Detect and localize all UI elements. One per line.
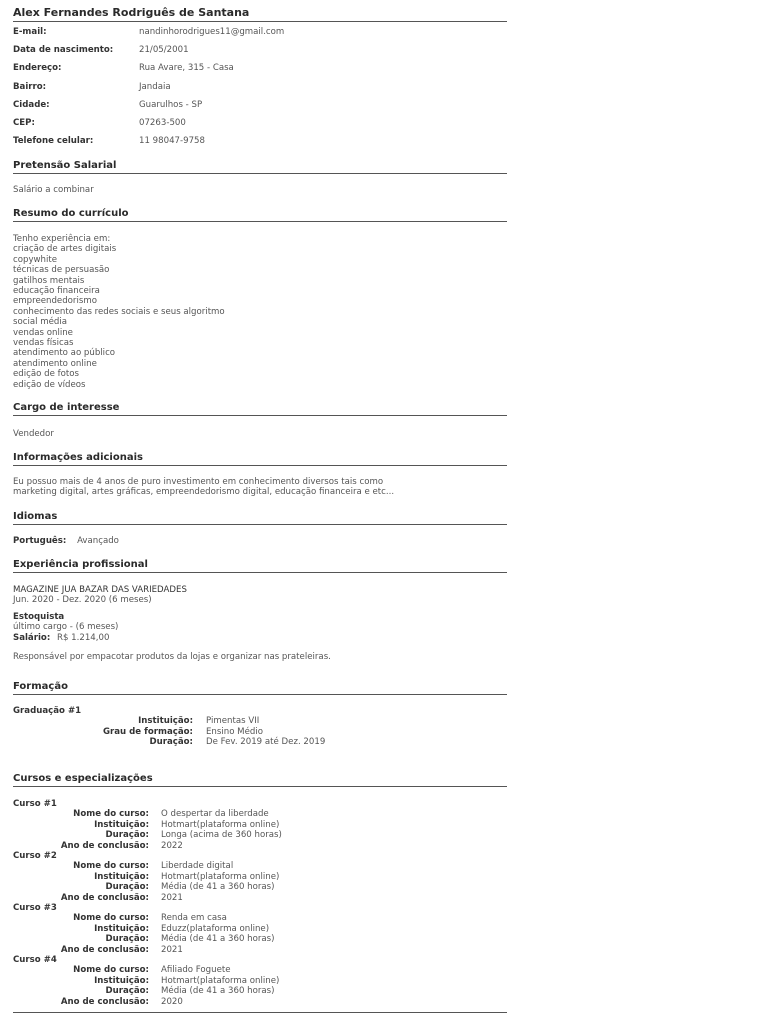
- course-row-label: Nome do curso:: [73, 861, 149, 872]
- course-row-label: Instituição:: [94, 819, 149, 830]
- education-row-label: Duração:: [149, 737, 193, 747]
- language-label: Português:: [13, 536, 67, 546]
- course-row-label: Nome do curso:: [73, 913, 149, 924]
- summary-line: conhecimento das redes sociais e seus algoritmo: [13, 306, 225, 317]
- job-description: Responsável por empacotar produtos da lojas e organizar nas prateleiras.: [13, 652, 331, 663]
- course-row-value: 2021: [161, 892, 183, 903]
- language-level: Avançado: [77, 536, 119, 546]
- language-row: [13, 536, 119, 546]
- summary-line: edição de vídeos: [13, 379, 86, 390]
- bottom-divider: [13, 1012, 507, 1013]
- summary-line: vendas online: [13, 327, 73, 338]
- summary-line: Tenho experiência em:: [13, 234, 111, 244]
- job-salary-label: Salário:: [13, 632, 51, 643]
- course-row-value: Afiliado Foguete: [161, 965, 231, 976]
- experience-section-title: Experiência profissional: [13, 559, 507, 573]
- summary-line: educação financeira: [13, 286, 100, 297]
- summary-line: atendimento online: [13, 358, 97, 369]
- course-row-value: 2021: [161, 944, 183, 955]
- interest-text: Vendedor: [13, 429, 54, 439]
- additional-line: Eu possuo mais de 4 anos de puro investimento em conhecimento diversos tais como: [13, 477, 384, 487]
- course-row-value: 2020: [161, 996, 183, 1007]
- course-row-value: 2022: [161, 840, 183, 851]
- course-row-label: Instituição:: [94, 975, 149, 986]
- course-row-label: Ano de conclusão:: [60, 996, 149, 1007]
- salary-section-title: Pretensão Salarial: [13, 160, 507, 174]
- courses-section-title: Cursos e especializações: [13, 773, 507, 787]
- email-value: nandinhorodrigues11@gmail.com: [139, 27, 285, 37]
- summary-line: criação de artes digitais: [13, 244, 117, 255]
- summary-line: atendimento ao público: [13, 348, 116, 359]
- course-row-label: Nome do curso:: [73, 965, 149, 976]
- interest-section-title: Cargo de interesse: [13, 402, 507, 416]
- job-salary-value: R$ 1.214,00: [57, 632, 110, 643]
- city-value: Guarulhos - SP: [139, 100, 203, 110]
- course-row-value: O despertar da liberdade: [161, 809, 269, 820]
- address-value: Rua Avare, 315 - Casa: [139, 63, 234, 73]
- course-row-value: Liberdade digital: [161, 861, 234, 872]
- birthdate-label: Data de nascimento:: [13, 45, 114, 55]
- education-row-value: Ensino Médio: [206, 727, 263, 737]
- candidate-name: Alex Fernandes Rodriguês de Santana: [13, 6, 507, 22]
- course-heading: Curso #3: [13, 903, 57, 913]
- district-label: Bairro:: [13, 82, 47, 92]
- experience-period: Jun. 2020 - Dez. 2020 (6 meses): [13, 595, 152, 606]
- city-label: Cidade:: [13, 100, 50, 110]
- course-row-value: Renda em casa: [161, 913, 227, 924]
- languages-section-title: Idiomas: [13, 511, 507, 525]
- birthdate-value: 21/05/2001: [139, 45, 189, 55]
- course-row-label: Ano de conclusão:: [60, 840, 149, 851]
- course-heading: Curso #1: [13, 799, 57, 809]
- course-row-label: Duração:: [105, 934, 149, 945]
- summary-line: gatilhos mentais: [13, 275, 85, 286]
- course-row-label: Duração:: [105, 986, 149, 997]
- summary-section-title: Resumo do currículo: [13, 208, 507, 222]
- education-row-label: Instituição:: [138, 716, 193, 726]
- additional-line: marketing digital, artes gráficas, empreendedorismo digital, educação financeira e etc...: [13, 487, 395, 498]
- education-heading: Graduação #1: [13, 706, 82, 716]
- job-salary-row: [13, 633, 331, 643]
- course-row-value: Eduzz(plataforma online): [161, 923, 270, 934]
- district-value: Jandaia: [139, 82, 171, 92]
- course-row-value: Média (de 41 a 360 horas): [161, 882, 275, 893]
- course-heading: Curso #2: [13, 851, 57, 861]
- additional-section-title: Informações adicionais: [13, 452, 507, 466]
- course-row-label: Duração:: [105, 830, 149, 841]
- education-row-value: De Fev. 2019 até Dez. 2019: [206, 737, 326, 747]
- cep-value: 07263-500: [139, 118, 186, 128]
- course-row-label: Duração:: [105, 882, 149, 893]
- experience-block: [13, 585, 331, 662]
- job-role-detail: último cargo - (6 meses): [13, 622, 119, 633]
- course-heading: Curso #4: [13, 955, 57, 965]
- course-row-label: Instituição:: [94, 871, 149, 882]
- job-role: Estoquista: [13, 611, 65, 622]
- company-name: MAGAZINE JUA BAZAR DAS VARIEDADES: [13, 585, 187, 595]
- summary-line: técnicas de persuasão: [13, 265, 110, 276]
- course-row-value: Média (de 41 a 360 horas): [161, 934, 275, 945]
- course-row-value: Média (de 41 a 360 horas): [161, 986, 275, 997]
- cep-label: CEP:: [13, 118, 35, 128]
- phone-value: 11 98047-9758: [139, 136, 205, 146]
- course-row-label: Ano de conclusão:: [60, 944, 149, 955]
- course-row-value: Longa (acima de 360 horas): [161, 830, 282, 841]
- additional-text: [13, 477, 394, 498]
- summary-line: empreendedorismo: [13, 296, 97, 307]
- course-row-label: Ano de conclusão:: [60, 892, 149, 903]
- education-section-title: Formação: [13, 681, 507, 695]
- email-label: E-mail:: [13, 27, 47, 37]
- course-row-label: Instituição:: [94, 923, 149, 934]
- course-row-label: Nome do curso:: [73, 809, 149, 820]
- summary-line: edição de fotos: [13, 369, 79, 380]
- summary-line: vendas físicas: [13, 338, 74, 349]
- course-row-value: Hotmart(plataforma online): [161, 871, 280, 882]
- address-label: Endereço:: [13, 63, 62, 73]
- summary-line: social média: [13, 317, 68, 328]
- course-row-value: Hotmart(plataforma online): [161, 975, 280, 986]
- course-row-value: Hotmart(plataforma online): [161, 819, 280, 830]
- salary-text: Salário a combinar: [13, 185, 94, 195]
- education-row-label: Grau de formação:: [102, 727, 193, 737]
- education-row-value: Pimentas VII: [206, 716, 260, 726]
- summary-list: [13, 234, 225, 390]
- phone-label: Telefone celular:: [13, 136, 94, 146]
- summary-line: copywhite: [13, 254, 58, 265]
